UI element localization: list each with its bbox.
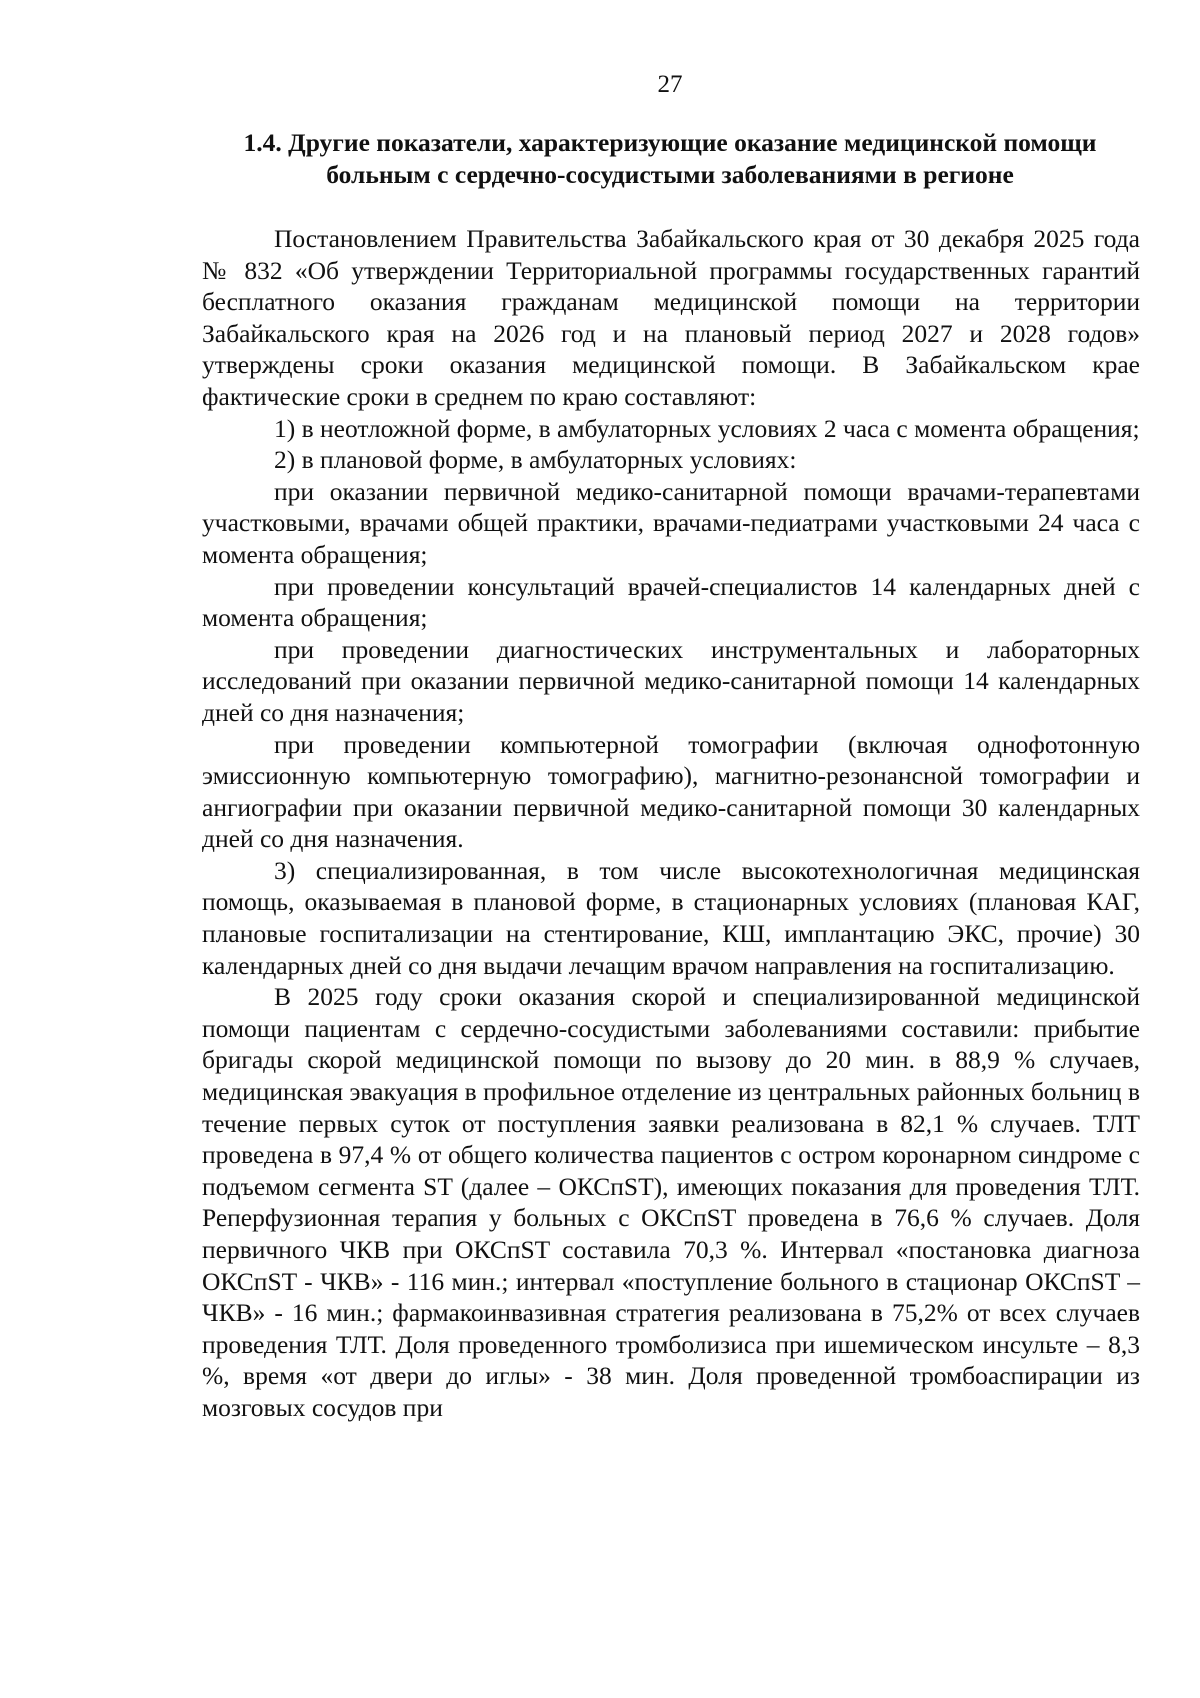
section-heading-line-1: 1.4. Другие показатели, характеризующие оказание медицинской помощи (243, 128, 1097, 157)
paragraph-item-1: 1) в неотложной форме, в амбулаторных условиях 2 часа с момента обращения; (274, 413, 1140, 443)
paragraph-item-2-diagnostics: при проведении диагностических инструментальных и лабораторных исследований при оказании первичной медико-санитарной помощи 14 календарных дней со дня назначения; (202, 634, 1140, 727)
paragraph-item-2-consultations: при проведении консультаций врачей-специалистов 14 календарных дней с момента обращения; (202, 571, 1140, 633)
page-number: 27 (657, 71, 683, 98)
paragraph-item-3: 3) специализированная, в том числе высокотехнологичная медицинская помощь, оказываемая в плановой форме, в стационарных условиях (плановая КАГ, плановые госпитализации на стентирование, КШ, имплантацию ЭКС, прочие) 30 календарных дней со дня выдачи лечащим врачом направления на госпитализацию. (202, 855, 1140, 980)
section-heading-line-2: больным с сердечно-сосудистыми заболеваниями в регионе (326, 160, 1014, 189)
paragraph-item-2: 2) в плановой форме, в амбулаторных условиях: (274, 445, 797, 475)
paragraph-item-2-primary-care: при оказании первичной медико-санитарной помощи врачами-терапевтами участковыми, врачами общей практики, врачами-педиатрами участковыми 24 часа с момента обращения; (202, 476, 1140, 569)
paragraph-2025-results: В 2025 году сроки оказания скорой и специализированной медицинской помощи пациентам с сердечно-сосудистыми заболеваниями составили: прибытие бригады скорой медицинской помощи по вызову до 20 мин. в 88,9 % случаев, медицинская эвакуация в профильное отделение из центральных районных больниц в течение первых суток от поступления заявки реализована в 82,1 % случаев. ТЛТ проведена в 97,4 % от общего количества пациентов с остром коронарном синдроме с подъемом сегмента ST (далее – ОКСпST), имеющих показания для проведения ТЛТ. Реперфузионная терапия у больных с ОКСпST проведена в 76,6 % случаев. Доля первичного ЧКВ при ОКСпST составила 70,3 %. Интервал «постановка диагноза ОКСпST - ЧКВ» - 116 мин.; интервал «поступление больного в стационар ОКСпST – ЧКВ» - 16 мин.; фармакоинвазивная стратегия реализована в 75,2% от всех случаев проведения ТЛТ. Доля проведенного тромболизиса при ишемическом инсульте – 8,3 %, время «от двери до иглы» - 38 мин. Доля проведенной тромбоаспирации из мозговых сосудов при (202, 982, 1140, 1422)
document-body (202, 223, 1140, 1424)
section-heading (200, 127, 1140, 191)
paragraph-item-2-tomography: при проведении компьютерной томографии (включая однофотонную эмиссионную компьютерную томографию), магнитно-резонансной томографии и ангиографии при оказании первичной медико-санитарной помощи 30 календарных дней со дня назначения. (202, 729, 1140, 854)
paragraph-intro: Постановлением Правительства Забайкальского края от 30 декабря 2025 года № 832 «Об утверждении Территориальной программы государственных гарантий бесплатного оказания гражданам медицинской помощи на территории Забайкальского края на 2026 год и на плановый период 2027 и 2028 годов» утверждены сроки оказания медицинской помощи. В Забайкальском крае фактические сроки в среднем по краю составляют: (202, 224, 1140, 411)
